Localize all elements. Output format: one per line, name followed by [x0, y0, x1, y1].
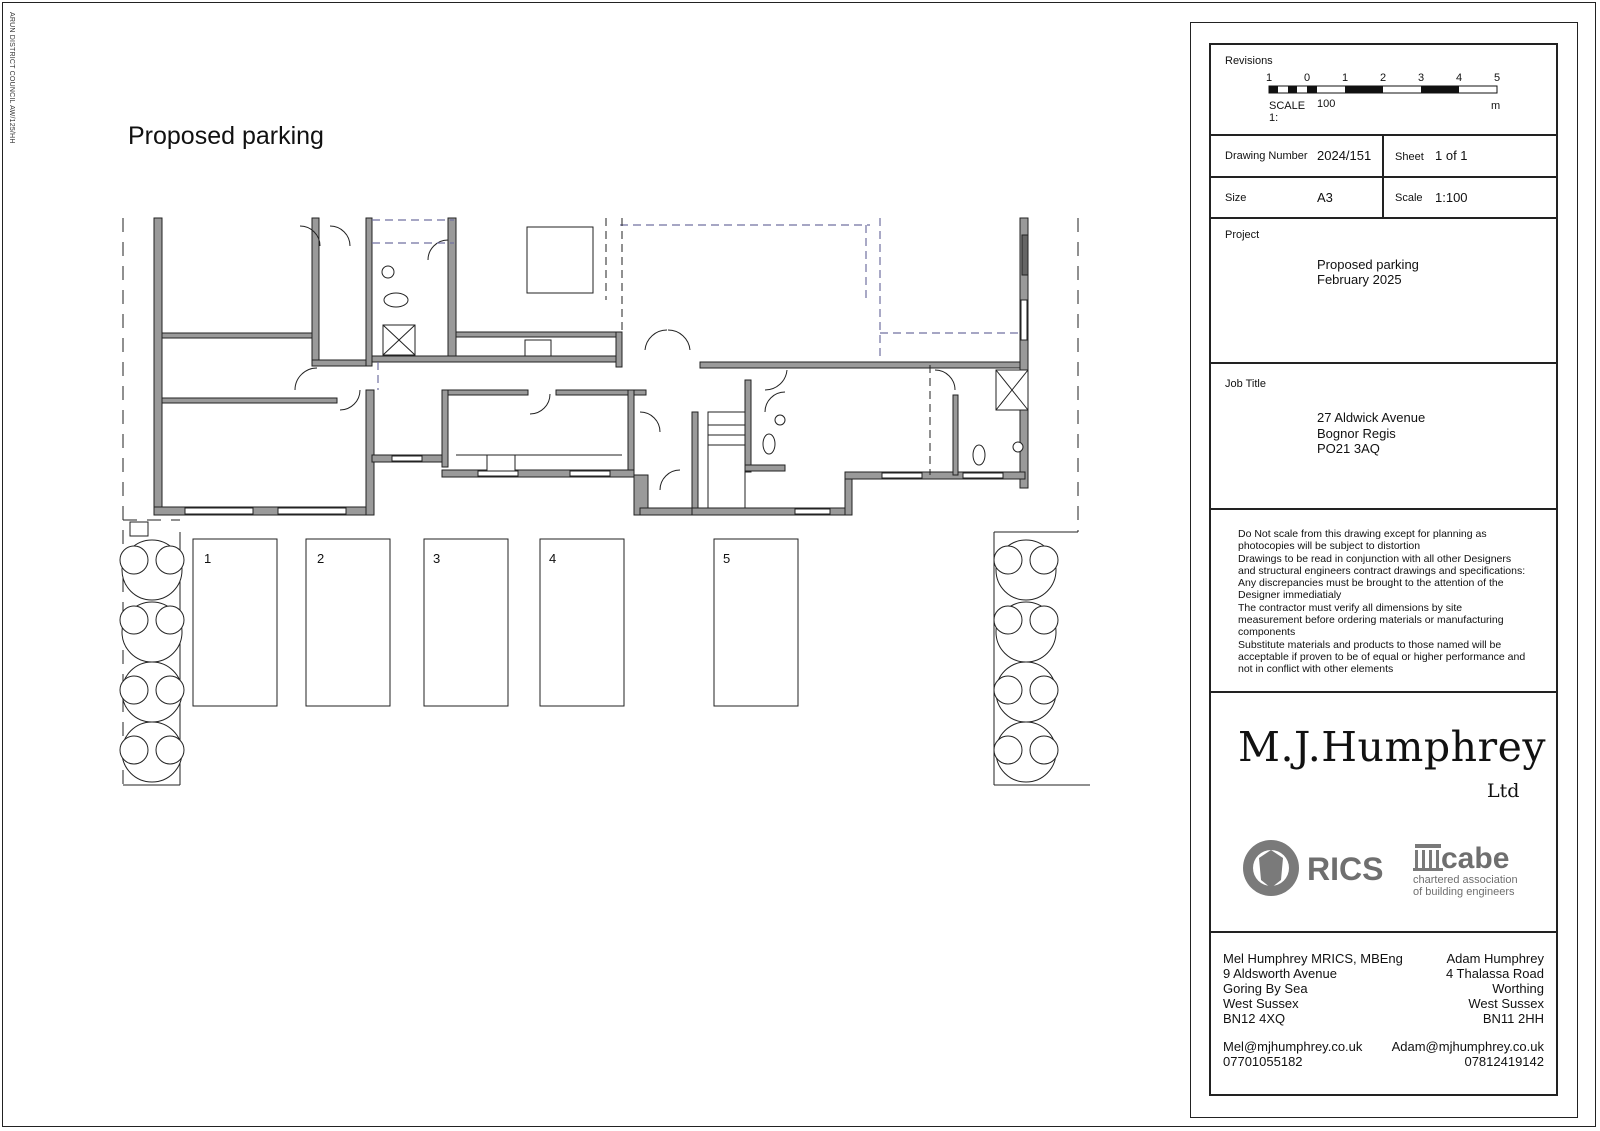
contact-right-digital — [1392, 1039, 1544, 1069]
parking-bay-label: 3 — [433, 551, 441, 566]
contacts-cell — [1211, 933, 1556, 1094]
job-title-label: Job Title — [1225, 378, 1266, 390]
scale-tick-label: 3 — [1417, 72, 1425, 84]
note-line: Any discrepancies must be brought to the attention of the — [1238, 577, 1504, 590]
contact-line: BN11 2HH — [1482, 1011, 1544, 1026]
note-line: and structural engineers contract drawings and specifications: — [1238, 564, 1526, 577]
size-row — [1211, 178, 1556, 219]
project-date: February 2025 — [1317, 272, 1402, 287]
rics-text: RICS — [1307, 851, 1384, 887]
email-link-left[interactable]: Mel@mjhumphrey.co.uk — [1223, 1039, 1363, 1054]
contact-line: Worthing — [1492, 981, 1544, 996]
scale-label: Scale — [1395, 192, 1423, 204]
contact-left-digital — [1223, 1039, 1362, 1069]
project-cell — [1211, 219, 1556, 364]
note-line: measurement before ordering materials or manufacturing — [1238, 614, 1504, 627]
contact-line: Adam Humphrey — [1446, 951, 1544, 966]
scale-tick-label: 2 — [1379, 72, 1387, 84]
cabe-subtitle: of building engineers — [1413, 886, 1515, 898]
revisions-cell — [1211, 45, 1556, 136]
note-line: not in conflict with other elements — [1238, 663, 1394, 676]
company-suffix: Ltd — [1487, 780, 1520, 802]
parking-bay-label: 2 — [317, 551, 325, 566]
toilet — [763, 434, 775, 454]
scale-unit: m — [1491, 100, 1501, 112]
phone-left: 07701055182 — [1223, 1054, 1303, 1069]
notes-cell — [1211, 510, 1556, 693]
hedge-right — [994, 540, 1058, 782]
contact-line: West Sussex — [1468, 996, 1544, 1011]
sheet-label: Sheet — [1395, 151, 1424, 163]
sink — [525, 340, 551, 356]
note-line: photocopies will be subject to distortion — [1238, 540, 1421, 553]
parking-bay-label: 4 — [549, 551, 557, 566]
cabe-text: cabe — [1441, 842, 1510, 875]
scale-bar — [1265, 70, 1529, 140]
drawing-number-label: Drawing Number — [1225, 150, 1308, 162]
job-address-line: PO21 3AQ — [1317, 441, 1380, 456]
scale-text: SCALE — [1269, 100, 1306, 112]
scale-tick-label: 1 — [1341, 72, 1349, 84]
company-logo: M.J.Humphrey — [1238, 723, 1547, 771]
job-title-cell — [1211, 364, 1556, 510]
contact-line: 4 Thalassa Road — [1445, 966, 1544, 981]
project-name: Proposed parking — [1317, 257, 1419, 272]
side-reference: ARUN DISTRICT COUNCIL AW/125/HH — [8, 12, 15, 144]
email-link-right[interactable]: Adam@mjhumphrey.co.uk — [1391, 1039, 1544, 1054]
title-block — [1209, 43, 1558, 1096]
cabe-subtitle: chartered association — [1413, 874, 1518, 886]
contact-line: Goring By Sea — [1223, 981, 1308, 996]
rics-logo — [1243, 840, 1383, 896]
note-line: Substitute materials and products to those named will be — [1238, 638, 1502, 651]
scale-text: 1: — [1269, 112, 1279, 124]
project-label: Project — [1225, 229, 1260, 241]
note-line: Designer immediatialy — [1238, 589, 1342, 602]
scale-tick-label: 5 — [1493, 72, 1501, 84]
phone-right: 07812419142 — [1464, 1054, 1544, 1069]
parking-bay-label: 1 — [204, 551, 212, 566]
rooflight — [527, 227, 593, 293]
scale-value: 100 — [1317, 98, 1336, 110]
note-line: Do Not scale from this drawing except for planning as — [1238, 528, 1487, 540]
note-line: The contractor must verify all dimensions by site — [1238, 601, 1463, 614]
job-address-line: Bognor Regis — [1317, 426, 1396, 441]
contact-right — [1446, 951, 1544, 1026]
scale-tick-label: 1 — [1265, 72, 1273, 84]
logo-cell — [1211, 693, 1556, 933]
size-label: Size — [1225, 192, 1247, 204]
scale-tick-label: 4 — [1455, 72, 1463, 84]
job-address-line: 27 Aldwick Avenue — [1317, 410, 1426, 425]
scale-tick-label: 0 — [1303, 72, 1311, 84]
hedge-left — [120, 540, 184, 782]
note-line: Drawings to be read in conjunction with all other Designers — [1238, 552, 1512, 565]
contact-left — [1223, 951, 1403, 1026]
notes — [1238, 528, 1553, 676]
toilet — [973, 445, 985, 465]
drawing-number-value: 2024/151 — [1317, 148, 1372, 163]
contact-line: BN12 4XQ — [1223, 1011, 1286, 1026]
revisions-label: Revisions — [1225, 55, 1273, 67]
parking-bay-label: 5 — [723, 551, 731, 566]
note-line: acceptable if proven to be of equal or higher performance and — [1238, 650, 1526, 663]
sheet-value: 1 of 1 — [1435, 148, 1468, 163]
drawing-number-row — [1211, 136, 1556, 178]
note-line: components — [1238, 626, 1296, 639]
size-value: A3 — [1317, 190, 1333, 205]
scale-ratio-value: 1:100 — [1435, 190, 1468, 205]
drawing-title: Proposed parking — [128, 122, 324, 150]
sink — [487, 455, 515, 471]
toilet — [384, 293, 408, 307]
contact-line: Mel Humphrey MRICS, MBEng — [1223, 951, 1403, 966]
cabe-logo — [1413, 842, 1518, 898]
contact-line: West Sussex — [1223, 996, 1299, 1011]
contact-line: 9 Aldsworth Avenue — [1223, 966, 1337, 981]
accreditation-logos — [1241, 836, 1531, 901]
